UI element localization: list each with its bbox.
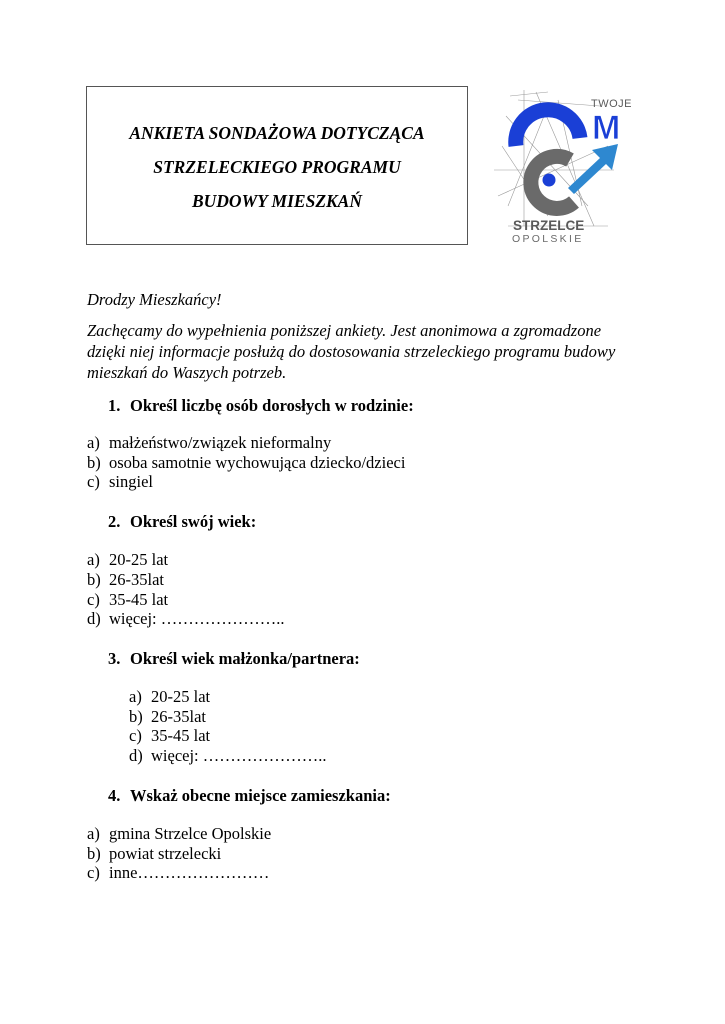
option: [87, 472, 153, 492]
option: [129, 746, 327, 766]
option: [129, 707, 206, 727]
option-letter: c): [87, 590, 100, 609]
option-letter: d): [129, 746, 143, 765]
option-letter: b): [87, 453, 101, 472]
option: [87, 844, 221, 864]
question-number: 4.: [108, 786, 121, 805]
option-letter: c): [129, 726, 142, 745]
option-letter: b): [129, 707, 143, 726]
question-1: [108, 396, 414, 416]
option: [129, 687, 210, 707]
option: [87, 570, 164, 590]
title-box: [86, 86, 468, 245]
logo-opolskie-text: OPOLSKIE: [512, 233, 584, 245]
question-text: Określ swój wiek:: [130, 512, 257, 531]
title-line-3: BUDOWY MIESZKAŃ: [191, 191, 362, 211]
logo-strzelce-text: STRZELCE: [513, 218, 585, 233]
option: [87, 609, 285, 629]
option-text: 26-35lat: [109, 570, 164, 589]
blue-arc-icon: [516, 110, 580, 146]
option: [87, 433, 331, 453]
intro-line-1: Zachęcamy do wypełnienia poniższej ankiety. Jest anonimowa a zgromadzone: [87, 321, 602, 340]
arrow-icon: [568, 144, 618, 194]
option-letter: a): [129, 687, 142, 706]
option-text: 35-45 lat: [151, 726, 211, 745]
option-text: 20-25 lat: [151, 687, 211, 706]
option-letter: a): [87, 433, 100, 452]
logo-m-text: M: [592, 109, 621, 147]
option-letter: a): [87, 550, 100, 569]
option-letter: a): [87, 824, 100, 843]
question-2: [108, 512, 256, 532]
strzelce-logo: [488, 86, 633, 246]
option-text: powiat strzelecki: [109, 844, 222, 863]
option-letter: b): [87, 844, 101, 863]
option-text: osoba samotnie wychowująca dziecko/dzieci: [109, 453, 406, 472]
option-text: małżeństwo/związek nieformalny: [109, 433, 332, 452]
option-letter: c): [87, 472, 100, 491]
option: [87, 590, 168, 610]
title-line-2: STRZELECKIEGO PROGRAMU: [153, 157, 401, 177]
option-text: 35-45 lat: [109, 590, 169, 609]
question-text: Określ liczbę osób dorosłych w rodzinie:: [130, 396, 414, 415]
question-4: [108, 786, 391, 806]
option-letter: d): [87, 609, 101, 628]
option: [129, 726, 210, 746]
question-number: 1.: [108, 396, 121, 415]
option: [87, 824, 271, 844]
option-text: singiel: [109, 472, 153, 491]
question-number: 3.: [108, 649, 121, 668]
question-3: [108, 649, 360, 669]
title-line-1: ANKIETA SONDAŻOWA DOTYCZĄCA: [129, 123, 425, 143]
question-text: Wskaż obecne miejsce zamieszkania:: [130, 786, 391, 805]
option-text: 26-35lat: [151, 707, 206, 726]
option: [87, 863, 269, 883]
question-number: 2.: [108, 512, 121, 531]
option-text: inne……………………: [109, 863, 270, 882]
question-text: Określ wiek małżonka/partnera:: [130, 649, 360, 668]
option-text: 20-25 lat: [109, 550, 169, 569]
intro-line-2: dzięki niej informacje posłużą do dostosowania strzeleckiego programu budowy: [87, 342, 616, 361]
logo-twoje-text: TWOJE: [591, 98, 632, 110]
greeting: Drodzy Mieszkańcy!: [87, 290, 222, 309]
intro-line-3: mieszkań do Waszych potrzeb.: [87, 363, 287, 382]
option-letter: b): [87, 570, 101, 589]
option: [87, 550, 168, 570]
center-dot-icon: [543, 174, 556, 187]
option-letter: c): [87, 863, 100, 882]
option-text: więcej: …………………..: [151, 746, 327, 765]
option: [87, 453, 405, 473]
option-text: gmina Strzelce Opolskie: [109, 824, 272, 843]
option-text: więcej: …………………..: [109, 609, 285, 628]
